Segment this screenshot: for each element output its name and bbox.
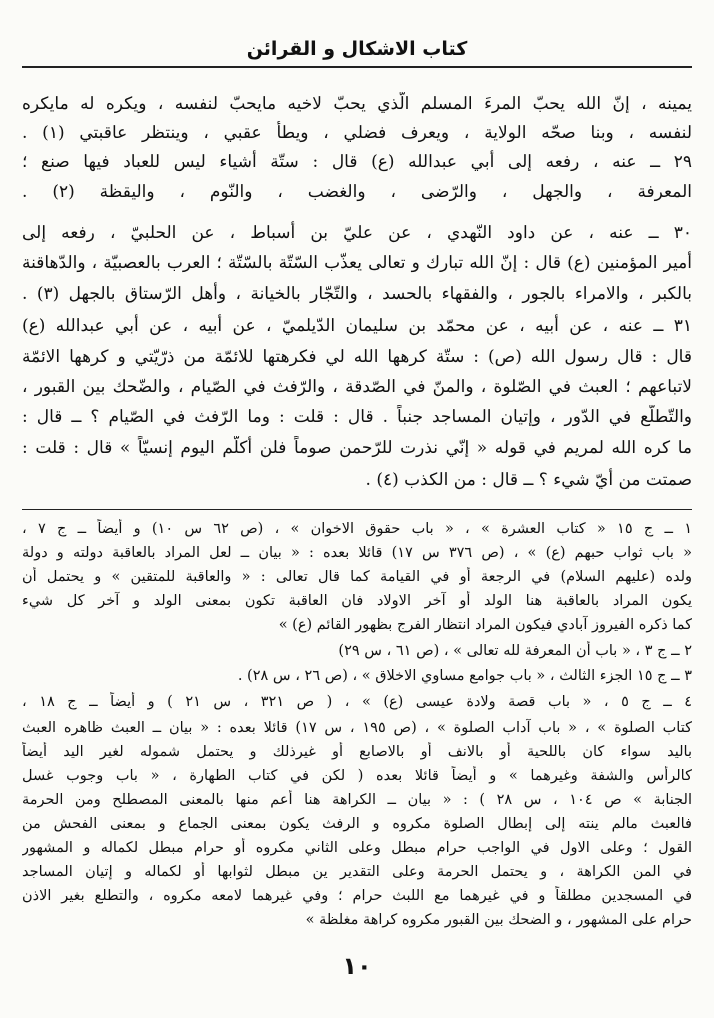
footnote-line: ٣ ــ ج ١٥ الجزء الثالث ، « باب جوامع مساوي الاخلاق » ، (ص ٢٦ ، س ٢٨) .	[237, 668, 692, 684]
body-line: صمتت من أيّ شيء ؟ ــ قال : من الكذب (٤) .	[365, 470, 692, 490]
body-line: لنفسه ، وبنا صحّه الولاية ، ويعرف فضلي ، ويطأ عقبي ، وينتظر عاقبتي (١) .	[22, 123, 692, 143]
footnote-line: في المسجدين مطلقاً و في غيرهما مع اللبث حرام ؛ وفي غيرهما لامعه مكروه ، والتطلع بغير الاذن	[22, 888, 692, 904]
body-line: قال : قال رسول الله (ص) : ستّة كرهها الله لي فكرهتها للائمّة من ذرّيّتي و كرهها الائمّة	[22, 347, 692, 367]
footnote-line: يكون المراد بالعاقبة هنا الولد أو آخر الاولاد فان العاقبة تكون بمعنى الولد و آخر كل شيء	[22, 593, 692, 609]
footnote-line: حرام على المشهور ، و الضحك بين القبور مكروه كراهة مغلظة »	[305, 912, 692, 928]
footnote-line: فالعبث مالم ينته إلى إبطال الصلوة مكروه و الرفث يكون بمعنى الجماع و بمعنى الفحش من	[22, 816, 692, 832]
body-line: بالكبر ، والامراء بالجور ، والفقهاء بالحسد ، والتّجّار بالخيانة ، وأهل الرّستاق بالجهل (٣) .	[22, 284, 692, 304]
body-line: ٢٩ ــ عنه ، رفعه إلى أبي عبدالله (ع) قال : ستّة أشياء ليس للعباد فيها صنع ؛	[22, 152, 692, 172]
footnote-line: ٢ ــ ج ٣ ، « باب أن المعرفة لله تعالى » ، (ص ٦١ ، س ٢٩)	[338, 643, 692, 659]
footnote-line: ولده (عليهم السلام) في الرجعة أو في القيامة كما قال تعالى : « والعاقبة للمتقين » و يحتمل أن	[22, 569, 692, 585]
footnote-divider	[22, 509, 692, 510]
footnote-line: الجنابة » ص ١٠٤ ، س ٢٨ ) : « بيان ــ الكراهة هنا أعم منها بالمعنى المصطلح ومن الحرمة	[22, 792, 692, 808]
body-line: يمينه ، إنّ الله يحبّ المرءَ المسلم الّذي يحبّ لاخيه مايحبّ لنفسه ، ويكره له مايكره	[22, 94, 692, 114]
footnote-line: كالرأس والشفة وغيرهما » و أيضاً قائلا بعده ( لكن في كتاب الطهارة ، « باب وجوب غسل	[22, 768, 692, 784]
body-line: أمير المؤمنين (ع) قال : إنّ الله تبارك و تعالى يعذّب السّتّة بالسّتّة ؛ العرب بالعصبيّة ، والدّهاقنة	[22, 253, 692, 273]
body-line: ٣١ ــ عنه ، عن أبيه ، عن محمّد بن سليمان الدّيلميّ ، عن أبيه ، عن أبي عبدالله (ع)	[22, 316, 692, 336]
footnote-line: في المن الكراهة ، و يحتمل الحرمة وعلى التقدير ين مبطل لثوابها أو لكماله و إتيان المساجد	[22, 864, 692, 880]
header-rule	[22, 66, 692, 68]
page-number: ١٠	[342, 952, 372, 980]
body-line: والتّطلّع في الدّور ، وإتيان المساجد جنباً . قال : قلت : وما الرّفث في الصّيام ؟ ــ قال :	[22, 407, 692, 427]
body-line: ما كره الله لمريم في قوله « إنّي نذرت للرّحمن صوماً فلن أكلّم اليوم إنسيّاً » قال : قلت :	[22, 438, 692, 458]
footnote-line: باليد سواء كان باللحية أو بالانف أو بالاصابع أو غيرذلك و يحتمل شموله لغير اليد أيضاً	[22, 744, 692, 760]
footnote-line: كما ذكره الفيروز آبادي فيكون المراد انتظار الفرج بظهور القائم (ع) »	[278, 617, 692, 633]
footnote-line: ٤ ــ ج ٥ ، « باب قصة ولادة عيسى (ع) » ، ( ص ٣٢١ ، س ٢١ ) و أيضاً ــ ج ١٨ ،	[22, 694, 692, 710]
body-line: ٣٠ ــ عنه ، عن داود النّهدي ، عن عليّ بن أسباط ، عن الحلبيّ ، رفعه إلى	[22, 223, 692, 243]
footnote-line: « باب ثواب حبهم (ع) » ، (ص ٣٧٦ س ١٧) قائلا بعده : « بيان ــ لعل المراد بالعاقبة دولته و دولة	[22, 545, 692, 561]
footnote-line: ١ ــ ج ١٥ « كتاب العشرة » ، « باب حقوق الاخوان » ، (ص ٦٢ س ١٠) و أيضاً ــ ج ٧ ،	[22, 521, 692, 537]
footnote-line: القول ؛ وعلى الاول في الواجب حرام مبطل وعلى الثاني مكروه أو حرام مبطل لكماله و المشهور	[22, 840, 692, 856]
body-line: المعرفة ، والجهل ، والرّضى ، والغضب ، والنّوم ، واليقظة (٢) .	[22, 182, 692, 202]
body-line: لاتباعهم ؛ العبث في الصّلوة ، والمنّ في الصّدقة ، والرّفث في الصّيام ، والضّحك بين القبور ،	[22, 377, 692, 397]
footnote-line: كتاب الصلوة » ، « باب آداب الصلوة » ، (ص ١٩٥ ، س ١٧) قائلا بعده : « بيان ــ العبث ظاهره العبث	[22, 720, 692, 736]
page-header-title: كتاب الاشكال و القرائن	[246, 38, 468, 60]
